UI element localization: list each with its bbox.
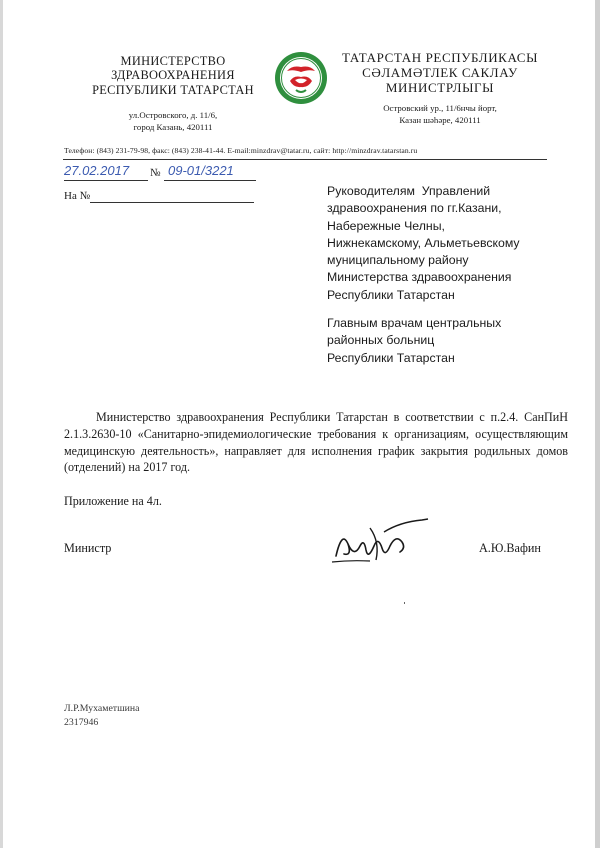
- contact-line: Телефон: (843) 231-79-98, факс: (843) 238-41-44. E-mail:minzdrav@tatar.ru, сайт: http://minzdrav.tatarstan.ru: [64, 146, 418, 155]
- reference-line: [90, 202, 254, 203]
- addressee-line: районных больниц: [327, 333, 435, 348]
- org-name-line: МИНИСТРЛЫГЫ: [385, 80, 495, 95]
- addressee-line: Нижнекамскому, Альметьевскому: [327, 235, 520, 250]
- header-left-org: [78, 54, 268, 133]
- addressee-block-2: [327, 315, 577, 367]
- address-line: город Казань, 420111: [133, 122, 213, 133]
- addressee-line: Министерства здравоохранения: [327, 270, 512, 285]
- address-line: Островский ур., 11/6нчы йорт,: [383, 103, 497, 113]
- page-edge-left: [0, 0, 3, 848]
- addressee-line: здравоохранения по гг.Казани,: [327, 201, 502, 216]
- address-line: Казан шәһәре, 420111: [399, 115, 481, 125]
- scan-speck: [404, 602, 405, 604]
- org-name-line: ЗДРАВООХРАНЕНИЯ: [111, 68, 235, 83]
- address-line: ул.Островского, д. 11/6,: [128, 110, 218, 121]
- registration-number-label: №: [150, 167, 161, 179]
- registration-number: 09-01/3221: [168, 163, 234, 178]
- executor-name: Л.Р.Мухаметшина: [64, 703, 140, 714]
- handwritten-signature: [330, 516, 436, 568]
- org-name-line: МИНИСТЕРСТВО: [120, 54, 226, 68]
- org-name-line: РЕСПУБЛИКИ ТАТАРСТАН: [92, 82, 254, 97]
- header-divider: [63, 159, 547, 160]
- addressee-line: Руководителям Управлений: [327, 184, 491, 198]
- emblem-icon: [274, 51, 328, 105]
- org-name-line: СӘЛАМӘТЛЕК САКЛАУ: [362, 65, 518, 80]
- addressee-block-1: [327, 183, 577, 304]
- org-address: [330, 102, 550, 126]
- signatory-name: А.Ю.Вафин: [479, 541, 541, 555]
- page-edge-right: [595, 0, 600, 848]
- registration-date: 27.02.2017: [64, 163, 130, 178]
- header-right-org: [330, 50, 550, 126]
- letter-body: Министерство здравоохранения Республики Татарстан в соответствии с п.2.4. СанПиН 2.1.3.2630-10 «Санитарно-эпидемиологические требования к организациям, осуществляющим медицинскую деятельность», направляет для исполнения график закрытия родильных домов (отделений) на 2017 год.: [64, 410, 568, 475]
- org-name-line: ТАТАРСТАН РЕСПУБЛИКАСЫ: [342, 50, 538, 65]
- signatory-position: Министр: [64, 541, 112, 555]
- executor-block: [64, 702, 139, 730]
- date-underline: [64, 180, 148, 181]
- addressee-line: муниципальному району: [327, 253, 469, 268]
- executor-phone: 2317946: [64, 717, 99, 728]
- addressee-line: Республики Татарстан: [327, 287, 455, 302]
- org-address: [78, 109, 268, 133]
- addressee-line: Республики Татарстан: [327, 350, 455, 365]
- addressee-line: Набережные Челны,: [327, 218, 445, 233]
- attachment-note: Приложение на 4л.: [64, 494, 162, 508]
- number-underline: [164, 180, 256, 181]
- addressee-line: Главным врачам центральных: [327, 316, 502, 330]
- reference-label: На №: [64, 190, 91, 202]
